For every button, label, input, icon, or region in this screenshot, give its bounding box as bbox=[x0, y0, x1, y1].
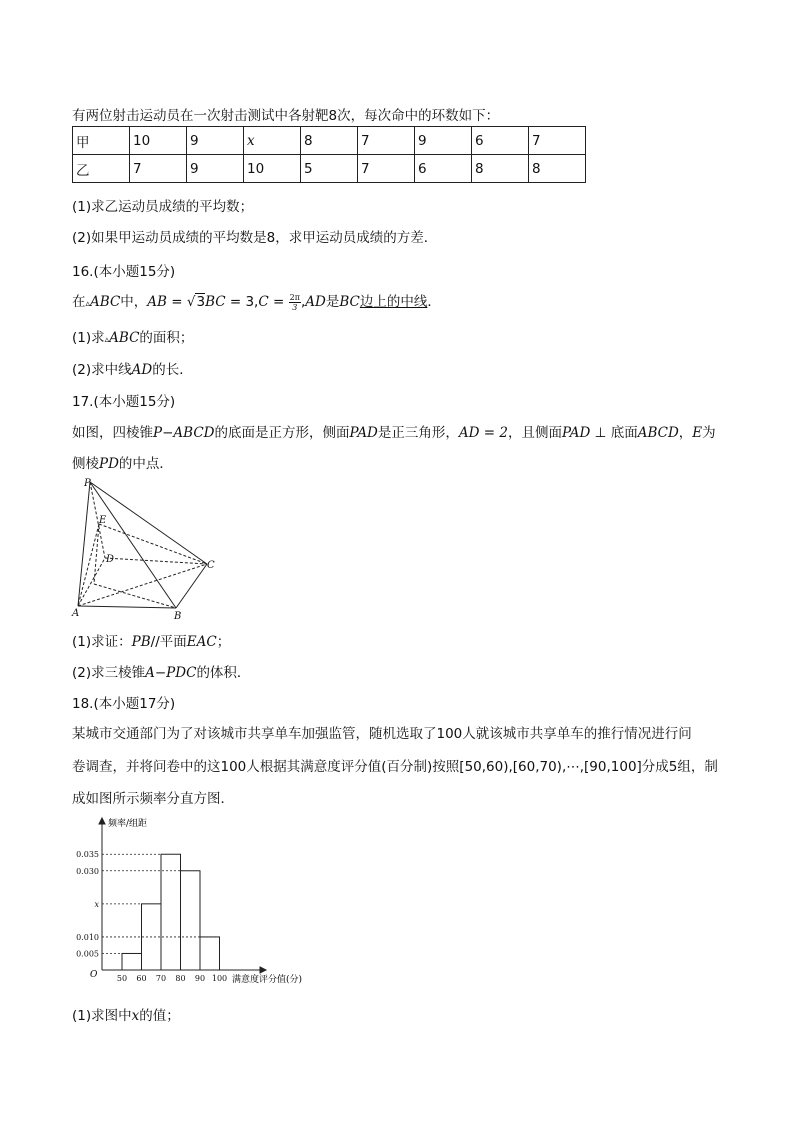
q16-header: 16.(本小题15分) bbox=[72, 264, 176, 280]
vertex-label-D: D bbox=[106, 554, 115, 565]
y-tick-label: x bbox=[94, 899, 99, 909]
y-tick-label: 0.030 bbox=[76, 866, 99, 876]
q18-part1: (1)求图中x的值； bbox=[72, 1008, 180, 1024]
q18-stem-line1: 某城市交通部门为了对该城市共享单车加强监管，随机选取了100人就该城市共享单车的推行情况进行问 bbox=[72, 726, 692, 742]
row-label: 甲 bbox=[73, 127, 130, 155]
histogram-bar bbox=[200, 937, 220, 970]
table-cell: 7 bbox=[358, 127, 415, 155]
x-tick-label: 50 bbox=[116, 974, 128, 983]
intro-text: 有两位射击运动员在一次射击测试中各射靶8次，每次命中的环数如下： bbox=[72, 108, 500, 124]
histogram-bar bbox=[181, 871, 201, 970]
y-tick-label: 0.010 bbox=[76, 932, 99, 942]
vertex-label-B: B bbox=[174, 611, 182, 621]
y-axis-label: 频率/组距 bbox=[108, 819, 148, 829]
y-tick-label: 0.035 bbox=[76, 850, 99, 860]
table-row-jia bbox=[73, 127, 586, 155]
table-cell: 7 bbox=[529, 127, 586, 155]
x-tick-label: 80 bbox=[175, 974, 186, 983]
table-row-yi bbox=[73, 155, 586, 183]
table-cell: 10 bbox=[130, 127, 187, 155]
table-cell: x bbox=[244, 127, 301, 155]
q17-part2: (2)求三棱锥A−PDC的体积． bbox=[72, 665, 251, 681]
vertex-label-A: A bbox=[72, 608, 80, 619]
x-tick-label: 100 bbox=[211, 974, 228, 983]
y-axis-arrow bbox=[99, 818, 105, 824]
q16-stem: 在▵ABC中，AB = √3BC = 3,C = $\frac{2\pi}{3}$ ,AD是BC边上的中线． bbox=[72, 292, 441, 312]
table-cell: 7 bbox=[130, 155, 187, 183]
edge-DC bbox=[105, 558, 207, 564]
x-tick-label: 60 bbox=[136, 974, 147, 983]
edge-PC bbox=[90, 482, 207, 564]
q17-stem-line1: 如图，四棱锥P−ABCD的底面是正方形，侧面PAD是正三角形，AD = 2，且侧面PAD ⊥ 底面ABCD，E为 bbox=[72, 425, 716, 441]
q16-part1: (1)求▵ABC的面积； bbox=[72, 330, 194, 346]
x-tick-label: 70 bbox=[155, 974, 167, 983]
edge-EC bbox=[99, 524, 207, 564]
x-axis-arrow bbox=[260, 967, 266, 973]
edge-PB bbox=[90, 482, 176, 608]
x-axis-label: 满意度评分值(分) bbox=[232, 975, 303, 985]
table-cell: 5 bbox=[301, 155, 358, 183]
table-cell: 9 bbox=[187, 127, 244, 155]
q18-header: 18.(本小题17分) bbox=[72, 696, 176, 712]
table-cell: 6 bbox=[472, 127, 529, 155]
table-cell: 8 bbox=[301, 127, 358, 155]
edge-BC bbox=[176, 564, 207, 608]
table-cell: 8 bbox=[472, 155, 529, 183]
table-cell: 9 bbox=[415, 127, 472, 155]
table-cell: 8 bbox=[529, 155, 586, 183]
q18-stem-line2: 卷调查，并将问卷中的这100人根据其满意度评分值(百分制)按照[50,60),[60,70),⋯,[90,100]分成5组，制 bbox=[72, 759, 718, 775]
frequency-histogram bbox=[70, 815, 320, 990]
q17-header: 17.(本小题15分) bbox=[72, 394, 176, 410]
q18-stem-line3: 成如图所示频率分直方图． bbox=[72, 791, 234, 807]
y-tick-label: 0.005 bbox=[76, 949, 99, 959]
table-cell: 6 bbox=[415, 155, 472, 183]
q16-part2: (2)求中线AD的长． bbox=[72, 362, 193, 378]
row-label: 乙 bbox=[73, 155, 130, 183]
edge-EO bbox=[94, 524, 99, 584]
q17-part1: (1)求证：PB//平面EAC； bbox=[72, 634, 231, 650]
histogram-bar bbox=[161, 854, 181, 970]
edge-DB bbox=[94, 584, 176, 608]
table-cell: 7 bbox=[358, 155, 415, 183]
vertex-label-P: P bbox=[84, 478, 91, 489]
table-cell: 10 bbox=[244, 155, 301, 183]
edge-AB bbox=[78, 606, 176, 608]
score-table bbox=[72, 126, 586, 183]
vertex-label-C: C bbox=[207, 560, 215, 571]
q17-stem-line2: 侧棱PD的中点． bbox=[72, 456, 173, 472]
q15-part1: (1)求乙运动员成绩的平均数； bbox=[72, 199, 254, 215]
fraction-2pi-over-3: $\frac{2\pi}{3}$ bbox=[289, 292, 300, 312]
edge-AC bbox=[78, 564, 207, 606]
x-tick-label: 90 bbox=[194, 974, 206, 983]
origin-label: O bbox=[90, 970, 98, 980]
histogram-bar bbox=[122, 953, 142, 970]
vertex-label-E: E bbox=[99, 515, 107, 526]
pyramid-figure bbox=[70, 476, 230, 621]
q15-part2: (2)如果甲运动员成绩的平均数是8，求甲运动员成绩的方差． bbox=[72, 230, 438, 246]
table-cell: 9 bbox=[187, 155, 244, 183]
